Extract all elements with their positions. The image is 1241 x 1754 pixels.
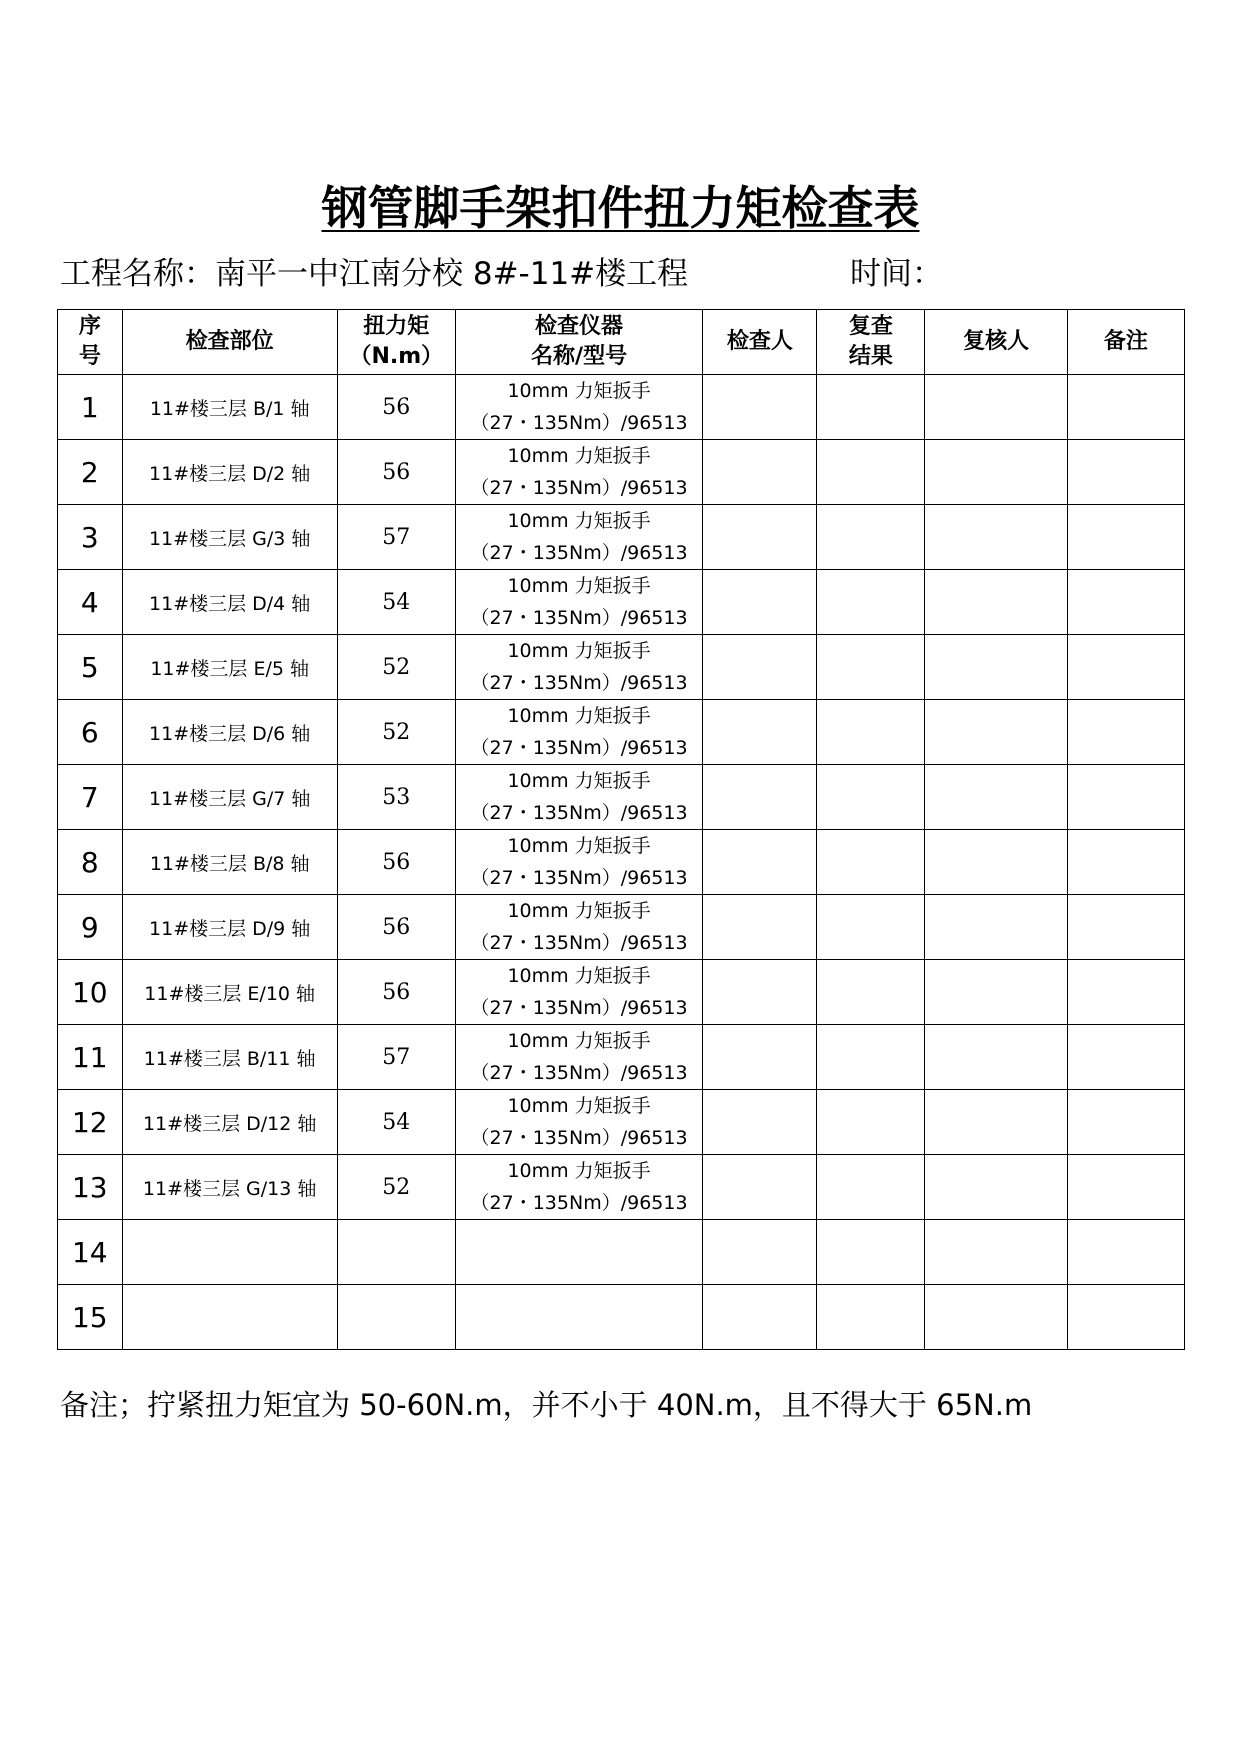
instrument-model: （27・135Nm）/96513	[470, 867, 688, 889]
header-torque	[337, 310, 455, 375]
remarks-cell	[1067, 700, 1184, 765]
location-cell	[122, 1285, 337, 1350]
instrument-cell	[455, 1155, 702, 1220]
instrument-cell	[455, 765, 702, 830]
instrument-name: 10mm 力矩扳手	[507, 380, 651, 402]
reviewer-cell	[925, 1090, 1067, 1155]
remarks-cell	[1067, 1025, 1184, 1090]
inspector-cell	[703, 505, 817, 570]
torque-cell: 52	[337, 635, 455, 700]
reviewer-cell	[925, 1285, 1067, 1350]
torque-cell: 56	[337, 440, 455, 505]
reviewer-cell	[925, 700, 1067, 765]
header-seq-text: 序号	[78, 314, 101, 369]
page-title	[0, 178, 1241, 238]
inspector-cell	[703, 1090, 817, 1155]
torque-cell	[337, 1220, 455, 1285]
footnote: 备注；拧紧扭力矩宜为 50-60N.m，并不小于 40N.m，且不得大于 65N.m	[60, 1388, 1033, 1422]
torque-cell	[337, 1285, 455, 1350]
remarks-cell	[1067, 765, 1184, 830]
table-row	[58, 635, 1185, 700]
instrument-name: 10mm 力矩扳手	[507, 835, 651, 857]
location-cell	[122, 1220, 337, 1285]
table-row	[58, 1285, 1185, 1350]
header-recheck-line2: 结果	[848, 344, 893, 369]
instrument-model: （27・135Nm）/96513	[470, 542, 688, 564]
torque-cell: 56	[337, 830, 455, 895]
instrument-model: （27・135Nm）/96513	[470, 672, 688, 694]
instrument-cell	[455, 635, 702, 700]
instrument-name: 10mm 力矩扳手	[507, 510, 651, 532]
recheck-cell	[817, 1220, 925, 1285]
seq-cell: 13	[58, 1155, 123, 1220]
remarks-cell	[1067, 505, 1184, 570]
remarks-cell	[1067, 830, 1184, 895]
page-title-text: 钢管脚手架扣件扭力矩检查表	[321, 181, 920, 235]
instrument-model: （27・135Nm）/96513	[470, 607, 688, 629]
location-cell: 11#楼三层 D/4 轴	[122, 570, 337, 635]
location-cell: 11#楼三层 D/12 轴	[122, 1090, 337, 1155]
instrument-cell	[455, 895, 702, 960]
recheck-cell	[817, 505, 925, 570]
seq-cell: 8	[58, 830, 123, 895]
reviewer-cell	[925, 440, 1067, 505]
remarks-cell	[1067, 440, 1184, 505]
table-row	[58, 895, 1185, 960]
instrument-model: （27・135Nm）/96513	[470, 1192, 688, 1214]
reviewer-cell	[925, 960, 1067, 1025]
recheck-cell	[817, 960, 925, 1025]
instrument-cell	[455, 440, 702, 505]
instrument-model: （27・135Nm）/96513	[470, 997, 688, 1019]
recheck-cell	[817, 1155, 925, 1220]
time-label: 时间：	[850, 256, 943, 292]
instrument-cell	[455, 1025, 702, 1090]
header-instrument	[455, 310, 702, 375]
torque-cell: 54	[337, 1090, 455, 1155]
inspection-table	[57, 309, 1185, 1350]
table-row	[58, 570, 1185, 635]
instrument-cell	[455, 830, 702, 895]
torque-cell: 52	[337, 700, 455, 765]
instrument-cell	[455, 505, 702, 570]
seq-cell: 14	[58, 1220, 123, 1285]
header-recheck-line1: 复查	[848, 314, 893, 339]
remarks-cell	[1067, 635, 1184, 700]
location-cell: 11#楼三层 E/5 轴	[122, 635, 337, 700]
header-instrument-line1: 检查仪器	[535, 314, 624, 339]
instrument-model: （27・135Nm）/96513	[470, 932, 688, 954]
seq-cell: 2	[58, 440, 123, 505]
instrument-model: （27・135Nm）/96513	[470, 1127, 688, 1149]
instrument-model: （27・135Nm）/96513	[470, 802, 688, 824]
instrument-name: 10mm 力矩扳手	[507, 575, 651, 597]
remarks-cell	[1067, 570, 1184, 635]
instrument-model: （27・135Nm）/96513	[470, 1062, 688, 1084]
seq-cell: 9	[58, 895, 123, 960]
instrument-model: （27・135Nm）/96513	[470, 737, 688, 759]
reviewer-cell	[925, 570, 1067, 635]
header-seq	[58, 310, 123, 375]
torque-cell: 57	[337, 505, 455, 570]
instrument-cell	[455, 1090, 702, 1155]
header-row	[58, 310, 1185, 375]
header-torque-line1: 扭力矩	[363, 314, 430, 339]
location-cell: 11#楼三层 G/3 轴	[122, 505, 337, 570]
location-cell: 11#楼三层 D/6 轴	[122, 700, 337, 765]
seq-cell: 3	[58, 505, 123, 570]
header-reviewer: 复核人	[925, 310, 1067, 375]
instrument-name: 10mm 力矩扳手	[507, 965, 651, 987]
location-cell: 11#楼三层 B/1 轴	[122, 375, 337, 440]
recheck-cell	[817, 765, 925, 830]
reviewer-cell	[925, 375, 1067, 440]
location-cell: 11#楼三层 E/10 轴	[122, 960, 337, 1025]
instrument-name: 10mm 力矩扳手	[507, 640, 651, 662]
torque-cell: 56	[337, 895, 455, 960]
instrument-name: 10mm 力矩扳手	[507, 1160, 651, 1182]
header-torque-line2: （N.m）	[349, 344, 444, 369]
seq-cell: 7	[58, 765, 123, 830]
instrument-model: （27・135Nm）/96513	[470, 412, 688, 434]
recheck-cell	[817, 700, 925, 765]
header-inspector: 检查人	[703, 310, 817, 375]
seq-cell: 10	[58, 960, 123, 1025]
torque-cell: 54	[337, 570, 455, 635]
header-location: 检查部位	[122, 310, 337, 375]
inspector-cell	[703, 700, 817, 765]
location-cell: 11#楼三层 B/8 轴	[122, 830, 337, 895]
location-cell: 11#楼三层 G/13 轴	[122, 1155, 337, 1220]
inspector-cell	[703, 765, 817, 830]
seq-cell: 11	[58, 1025, 123, 1090]
recheck-cell	[817, 1090, 925, 1155]
inspector-cell	[703, 570, 817, 635]
reviewer-cell	[925, 1025, 1067, 1090]
recheck-cell	[817, 830, 925, 895]
reviewer-cell	[925, 895, 1067, 960]
remarks-cell	[1067, 375, 1184, 440]
reviewer-cell	[925, 1220, 1067, 1285]
instrument-model: （27・135Nm）/96513	[470, 477, 688, 499]
header-remarks: 备注	[1067, 310, 1184, 375]
inspector-cell	[703, 635, 817, 700]
seq-cell: 6	[58, 700, 123, 765]
inspector-cell	[703, 1155, 817, 1220]
torque-cell: 57	[337, 1025, 455, 1090]
inspector-cell	[703, 1285, 817, 1350]
remarks-cell	[1067, 1155, 1184, 1220]
recheck-cell	[817, 375, 925, 440]
inspector-cell	[703, 960, 817, 1025]
inspector-cell	[703, 830, 817, 895]
location-cell: 11#楼三层 D/2 轴	[122, 440, 337, 505]
recheck-cell	[817, 570, 925, 635]
reviewer-cell	[925, 765, 1067, 830]
table-row	[58, 960, 1185, 1025]
torque-cell: 52	[337, 1155, 455, 1220]
instrument-name: 10mm 力矩扳手	[507, 770, 651, 792]
header-instrument-line2: 名称/型号	[531, 344, 628, 369]
torque-cell: 56	[337, 960, 455, 1025]
torque-cell: 53	[337, 765, 455, 830]
instrument-name: 10mm 力矩扳手	[507, 1030, 651, 1052]
table-row	[58, 700, 1185, 765]
remarks-cell	[1067, 1285, 1184, 1350]
instrument-name: 10mm 力矩扳手	[507, 1095, 651, 1117]
instrument-cell	[455, 700, 702, 765]
reviewer-cell	[925, 1155, 1067, 1220]
instrument-cell	[455, 1220, 702, 1285]
remarks-cell	[1067, 1090, 1184, 1155]
table-row	[58, 505, 1185, 570]
inspector-cell	[703, 895, 817, 960]
project-name: 工程名称：南平一中江南分校 8#-11#楼工程	[60, 256, 689, 292]
instrument-name: 10mm 力矩扳手	[507, 705, 651, 727]
remarks-cell	[1067, 960, 1184, 1025]
seq-cell: 15	[58, 1285, 123, 1350]
table-row	[58, 1025, 1185, 1090]
seq-cell: 1	[58, 375, 123, 440]
recheck-cell	[817, 440, 925, 505]
table-row	[58, 1220, 1185, 1285]
location-cell: 11#楼三层 B/11 轴	[122, 1025, 337, 1090]
table-row	[58, 1090, 1185, 1155]
table-row	[58, 765, 1185, 830]
inspector-cell	[703, 1220, 817, 1285]
recheck-cell	[817, 895, 925, 960]
seq-cell: 5	[58, 635, 123, 700]
location-cell: 11#楼三层 D/9 轴	[122, 895, 337, 960]
instrument-name: 10mm 力矩扳手	[507, 900, 651, 922]
instrument-name: 10mm 力矩扳手	[507, 445, 651, 467]
reviewer-cell	[925, 505, 1067, 570]
seq-cell: 4	[58, 570, 123, 635]
inspector-cell	[703, 1025, 817, 1090]
recheck-cell	[817, 1285, 925, 1350]
instrument-cell	[455, 960, 702, 1025]
instrument-cell	[455, 375, 702, 440]
instrument-cell	[455, 570, 702, 635]
reviewer-cell	[925, 830, 1067, 895]
seq-cell: 12	[58, 1090, 123, 1155]
torque-cell: 56	[337, 375, 455, 440]
table-row	[58, 375, 1185, 440]
inspector-cell	[703, 375, 817, 440]
table-row	[58, 440, 1185, 505]
recheck-cell	[817, 635, 925, 700]
reviewer-cell	[925, 635, 1067, 700]
header-recheck	[817, 310, 925, 375]
recheck-cell	[817, 1025, 925, 1090]
remarks-cell	[1067, 1220, 1184, 1285]
table-row	[58, 1155, 1185, 1220]
instrument-cell	[455, 1285, 702, 1350]
table-row	[58, 830, 1185, 895]
remarks-cell	[1067, 895, 1184, 960]
location-cell: 11#楼三层 G/7 轴	[122, 765, 337, 830]
inspector-cell	[703, 440, 817, 505]
